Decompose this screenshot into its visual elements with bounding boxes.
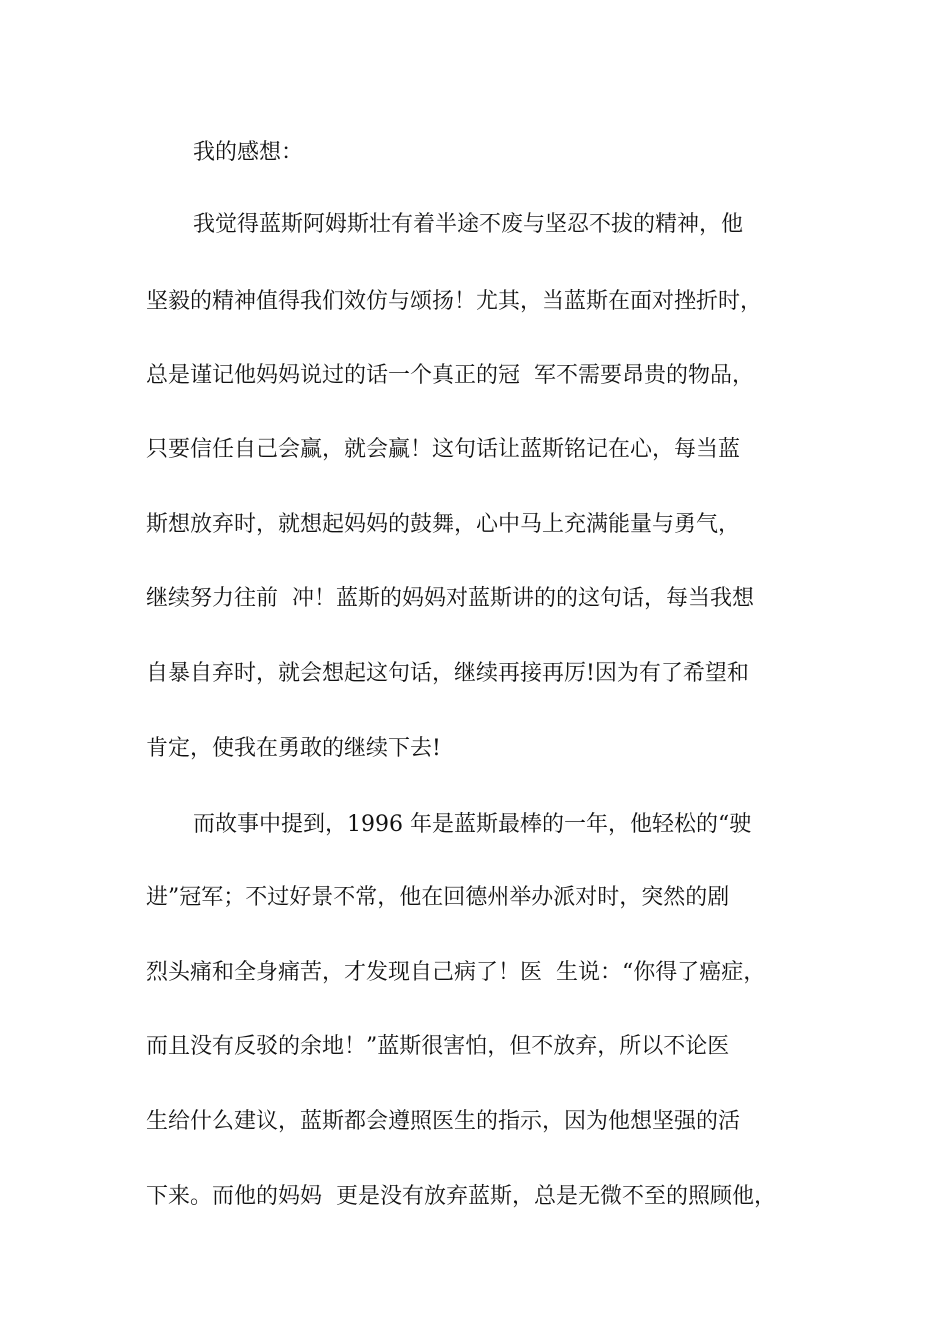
paragraph-line: 烈头痛和全身痛苦，才发现自己病了！医 生说：“你得了癌症，: [146, 960, 766, 985]
paragraph-line: 继续努力往前 冲！蓝斯的妈妈对蓝斯讲的的这句话，每当我想: [146, 586, 754, 611]
paragraph-line: 只要信任自己会赢，就会赢！这句话让蓝斯铭记在心，每当蓝: [146, 437, 741, 462]
paragraph-line: 总是谨记他妈妈说过的话一个真正的冠 军不需要昂贵的物品，: [146, 363, 754, 388]
paragraph-line: 生给什么建议，蓝斯都会遵照医生的指示，因为他想坚强的活: [146, 1109, 741, 1134]
paragraph-line: 下来。而他的妈妈 更是没有放弃蓝斯，总是无微不至的照顾他，: [146, 1184, 776, 1209]
heading-my-thoughts: 我的感想：: [193, 140, 304, 165]
paragraph-line: 而故事中提到，1996 年是蓝斯最棒的一年，他轻松的“驶: [193, 812, 752, 837]
paragraph-line: 我觉得蓝斯阿姆斯壮有着半途不废与坚忍不拔的精神，他: [193, 212, 744, 237]
paragraph-line: 斯想放弃时，就想起妈妈的鼓舞，心中马上充满能量与勇气，: [146, 512, 741, 537]
paragraph-line: 肯定，使我在勇敢的继续下去!: [146, 736, 441, 761]
paragraph-line: 自暴自弃时，就会想起这句话，继续再接再厉!因为有了希望和: [146, 661, 749, 686]
paragraph-line: 而且没有反驳的余地！”蓝斯很害怕，但不放弃，所以不论医: [146, 1034, 730, 1059]
paragraph-line: 坚毅的精神值得我们效仿与颂扬！尤其，当蓝斯在面对挫折时，: [146, 289, 763, 314]
paragraph-line: 进”冠军；不过好景不常，他在回德州举办派对时，突然的剧: [146, 885, 730, 910]
